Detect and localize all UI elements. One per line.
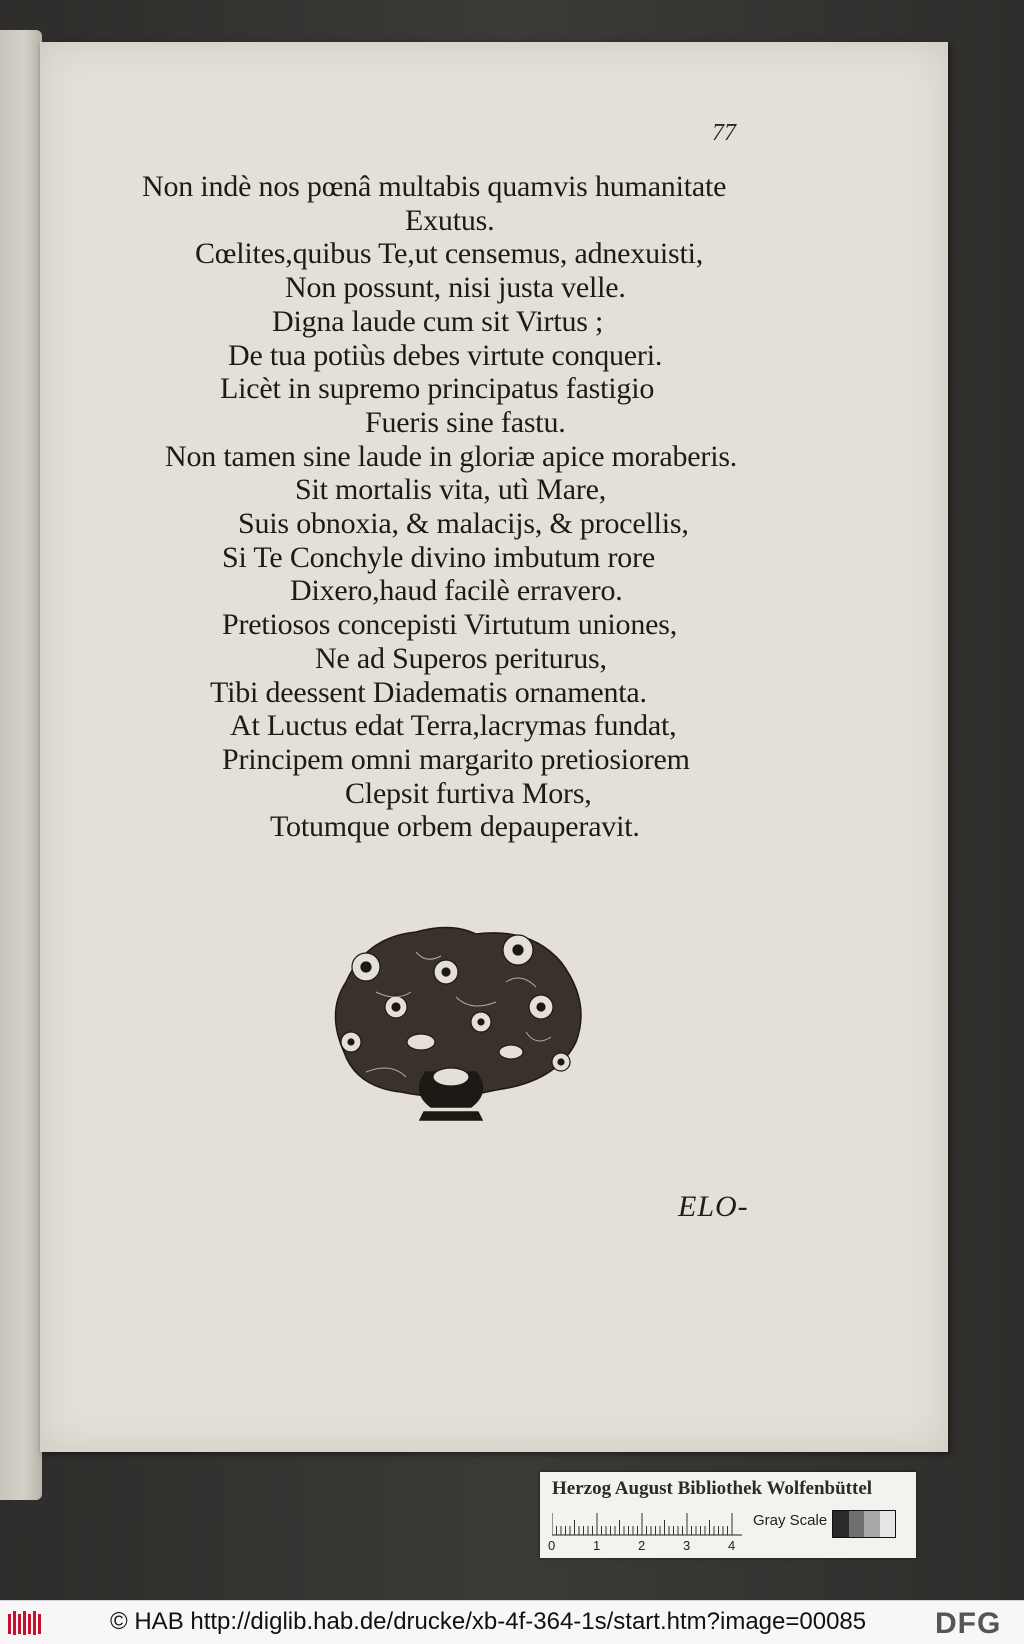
- poem-line: Fueris sine fastu.: [365, 405, 566, 439]
- facing-page-edge: [0, 30, 42, 1500]
- scale-number: 0: [548, 1538, 556, 1553]
- poem-line: Sit mortalis vita, utì Mare,: [295, 473, 607, 507]
- color-scale-card: [540, 1472, 916, 1558]
- poem-line: Exutus.: [405, 203, 495, 237]
- catchword: ELO-: [678, 1190, 749, 1223]
- book-page: [40, 42, 948, 1452]
- scale-ruler: [552, 1510, 742, 1536]
- poem-line: Non tamen sine laude in gloriæ apice moraberis.: [165, 439, 738, 473]
- poem-line: Principem omni margarito pretiosiorem: [222, 742, 690, 776]
- scale-number: 3: [683, 1538, 691, 1553]
- poem-line: Licèt in supremo principatus fastigio: [220, 372, 655, 406]
- footer-url-link[interactable]: http://diglib.hab.de/drucke/xb-4f-364-1s/start.htm?image=00085: [190, 1608, 867, 1635]
- poem-line: Cœlites,quibus Te,ut censemus, adnexuisti,: [195, 237, 704, 271]
- gray-scale-label: Gray Scale: [753, 1512, 828, 1529]
- poem-line: Clepsit furtiva Mors,: [345, 776, 592, 810]
- gray-swatch-cell: [833, 1511, 849, 1537]
- poem-line: At Luctus edat Terra,lacrymas fundat,: [230, 709, 677, 743]
- poem-line: Dixero,haud facilè erravero.: [290, 574, 623, 608]
- scale-number: 2: [638, 1538, 646, 1553]
- gray-swatch-cell: [864, 1511, 880, 1537]
- gray-swatch-cell: [880, 1511, 896, 1537]
- poem-line: Digna laude cum sit Virtus ;: [272, 304, 604, 338]
- page-number: 77: [712, 120, 736, 146]
- facing-page-bleed-marks: [0, 170, 20, 542]
- poem-line: Non indè nos pœnâ multabis quamvis humanitate: [142, 170, 727, 203]
- hab-logo-icon: [6, 1608, 46, 1638]
- poem-line: Ne ad Superos periturus,: [315, 641, 607, 675]
- gray-swatch-cell: [849, 1511, 865, 1537]
- poem-line: Non possunt, nisi justa velle.: [285, 271, 626, 305]
- scale-number: 4: [728, 1538, 736, 1553]
- floral-vase-ornament: [306, 922, 596, 1122]
- footer-bar: [0, 1600, 1024, 1644]
- footer-citation: [110, 1608, 866, 1636]
- gray-scale-swatch: [832, 1510, 896, 1538]
- footer-copyright: © HAB: [110, 1608, 184, 1635]
- poem-line: Suis obnoxia, & malacijs, & procellis,: [238, 507, 689, 541]
- scale-card-title: Herzog August Bibliothek Wolfenbüttel: [552, 1478, 873, 1499]
- poem-text: [80, 170, 860, 844]
- poem-line: Pretiosos concepisti Virtutum uniones,: [222, 608, 678, 642]
- poem-line: Totumque orbem depauperavit.: [270, 810, 640, 844]
- poem-line: Tibi deessent Diadematis ornamenta.: [210, 675, 647, 709]
- scale-number: 1: [593, 1538, 601, 1553]
- poem-line: Si Te Conchyle divino imbutum rore: [222, 540, 656, 574]
- dfg-logo: DFG: [935, 1607, 1002, 1640]
- poem-line: De tua potiùs debes virtute conqueri.: [228, 338, 663, 372]
